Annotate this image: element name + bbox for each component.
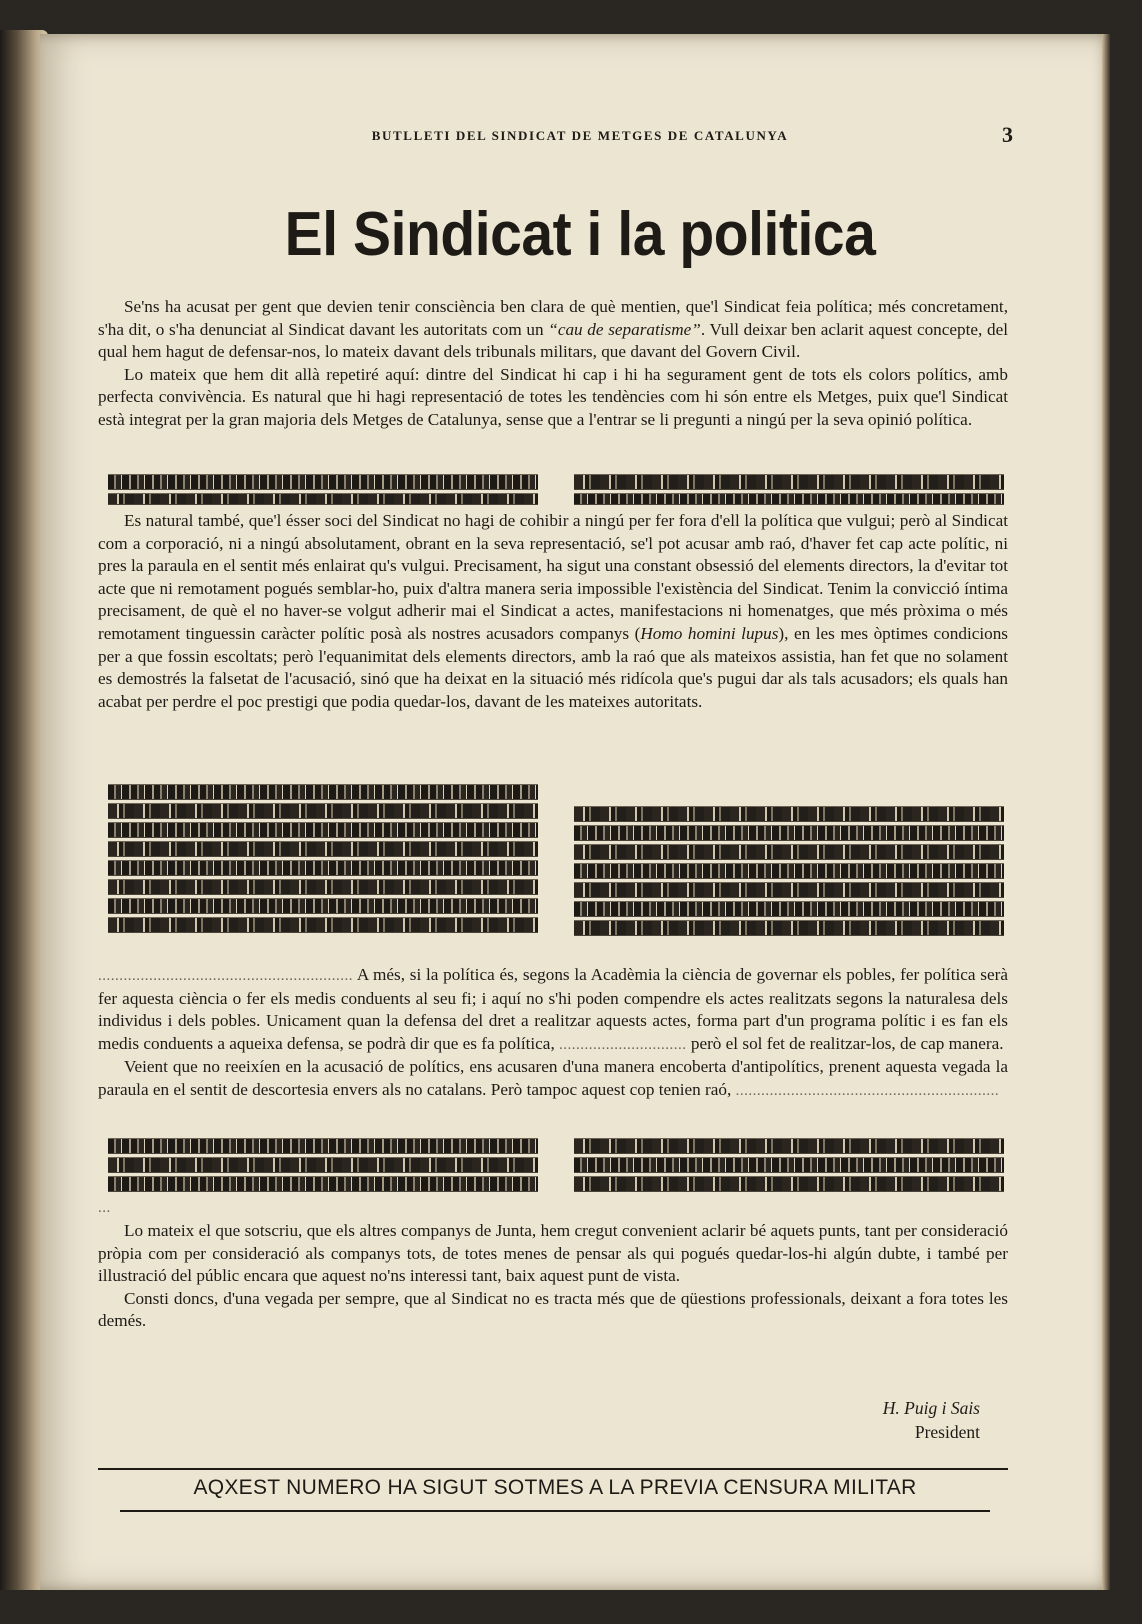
article-text-block-3 — [98, 964, 1008, 1103]
paragraph: Veient que no reeixíen en la acusació de polítics, ens acusaren d'una manera encoberta d'antipolítics, prenent aquesta vegada la paraula en el sentit de descortesia envers als no catalans. Però tampoc aquest cop tenien raó, .............................................................. — [98, 1057, 1008, 1099]
censored-column — [108, 474, 538, 505]
censor-bar — [108, 898, 538, 914]
censored-column — [108, 1138, 538, 1192]
paragraph: Se'ns ha acusat per gent que devien tenir consciència ben clara de què mentien, que'l Sindicat feia política; més concretament, s'ha dit, o s'ha denunciat al Sindicat davant les autoritats com un “cau de separatisme”. Vull deixar ben aclarit aquest concepte, del qual hem hagut de defensar-nos, lo mateix davant dels tribunals militars, que davant del Govern Civil. — [98, 297, 1008, 362]
censor-bar — [108, 493, 538, 505]
signature — [780, 1396, 980, 1444]
censored-column — [574, 1138, 1004, 1192]
signature-role: President — [914, 1422, 980, 1442]
article-text-block-1 — [98, 296, 1008, 432]
censor-bar — [574, 1157, 1004, 1173]
page — [40, 34, 1110, 1590]
censored-column — [574, 784, 1004, 936]
censorship-notice: AQXEST NUMERO HA SIGUT SOTMES A LA PREVIA CENSURA MILITAR — [193, 1476, 917, 1499]
censored-block — [108, 1138, 1004, 1192]
censored-block — [108, 474, 1004, 505]
censor-bar — [574, 474, 1004, 490]
censor-bar — [574, 493, 1004, 505]
paragraph: ............................................................ A més, si la política és, segons la Acadèmia la ciència de governar els pobles, fer política serà fer aquesta ciència o fer els medis conduents al seu fi; i aquí no s'hi poden compendre els actes realitzats segons la naturalesa dels individus i dels pobles. Unicament quan la defensa del dret a realitzar aquests actes, forma part d'un programa polític i es fan els medis conduents a aqueixa defensa, se podrà dir que es fa política, .............................. però el sol fet de realitzar-los, de cap manera. — [98, 965, 1008, 1053]
censor-bar — [574, 844, 1004, 860]
page-number: 3 — [1002, 122, 1013, 147]
article-title: El Sindicat i la politica — [284, 200, 876, 269]
censor-bar — [574, 1138, 1004, 1154]
censor-bar — [108, 474, 538, 490]
censor-bar — [108, 879, 538, 895]
divider — [120, 1510, 990, 1512]
censor-bar — [574, 901, 1004, 917]
censor-bar — [108, 803, 538, 819]
article-text-block-4 — [98, 1220, 1008, 1333]
censored-column — [574, 474, 1004, 505]
censor-bar — [574, 1176, 1004, 1192]
censored-block — [108, 784, 1004, 936]
signature-name: H. Puig i Sais — [882, 1398, 980, 1418]
article-text-block-2 — [98, 510, 1008, 713]
censor-bar — [574, 882, 1004, 898]
paragraph: Es natural també, que'l ésser soci del Sindicat no hagi de cohibir a ningú per fer fora d'ell la política que vulgui; però al Sindicat com a corporació, ni a ningú absolutament, obrant en la seva representació, se'l pot acusar amb raó, d'haver fet cap acte polític, ni pres la paraula en el sentit més enlairat qu's vulgui. Precisament, ha sigut una constant obsessió del elements directors, la d'evitar tot acte que ni remotament pogués semblar-ho, puix d'altra manera seria impossible l'existència del Sindicat. Tenim la convicció íntima precisament, de què el no haver-se volgut adherir mai el Sindicat a actes, manifestacions ni homenatges, que més pròxima o més remotament tinguessin caràcter polític posà als nostres acusadors companys (Homo homini lupus), en les mes òptimes condicions per a que fossin escoltats; però l'equanimitat dels elements directors, amb la raó que als mateixos assistia, han fet que no solament es demostrés la falsetat de l'acusació, sinó que ha deixat en la situació més ridícola que's pugui dar als tals acusadors; els quals han acabat per perdre el poc prestigi que podia quedar-los, davant de les mateixes autoritats. — [98, 511, 1008, 711]
paragraph: Lo mateix que hem dit allà repetiré aquí: dintre del Sindicat hi cap i hi ha segurament gent de tots els colors polítics, amb perfecta convivència. Es natural que hi hagi representació de totes les tendències com hi són entre els Metges, puix que'l Sindicat està integrat per la gran majoria dels Metges de Catalunya, sense que a l'entrar se li pregunti a ningú per la seva opinió política. — [98, 364, 1008, 429]
censor-bar — [574, 825, 1004, 841]
page-edge — [1102, 34, 1110, 1590]
running-header: BUTLLETI DEL SINDICAT DE METGES DE CATALUNYA — [371, 128, 789, 143]
censor-bar — [108, 860, 538, 876]
paragraph: Consti doncs, d'una vegada per sempre, que al Sindicat no es tracta més que de qüestions professionals, deixant a fora totes les demés. — [98, 1288, 1008, 1331]
divider — [98, 1468, 1008, 1470]
censor-bar — [108, 917, 538, 933]
censor-bar — [108, 1176, 538, 1192]
censor-bar — [108, 784, 538, 800]
censor-bar — [108, 822, 538, 838]
paragraph: Lo mateix el que sotscriu, que els altres companys de Junta, hem cregut convenient aclarir bé aquets punts, tant per consideració pròpia com per consideració als companys tots, de totes menes de pensar als qui pogués quedar-los-hi algún dubte, i també per illustració del públic encara que aquest no'ns interessi tant, baix aquest punt de vista. — [98, 1221, 1008, 1286]
censor-bar — [574, 920, 1004, 936]
censor-bar — [108, 1157, 538, 1173]
censored-column — [108, 784, 538, 936]
censor-bar — [108, 1138, 538, 1154]
censored-fragment: ... — [98, 1200, 111, 1216]
censor-bar — [108, 841, 538, 857]
censor-bar — [574, 806, 1004, 822]
censor-bar — [574, 863, 1004, 879]
